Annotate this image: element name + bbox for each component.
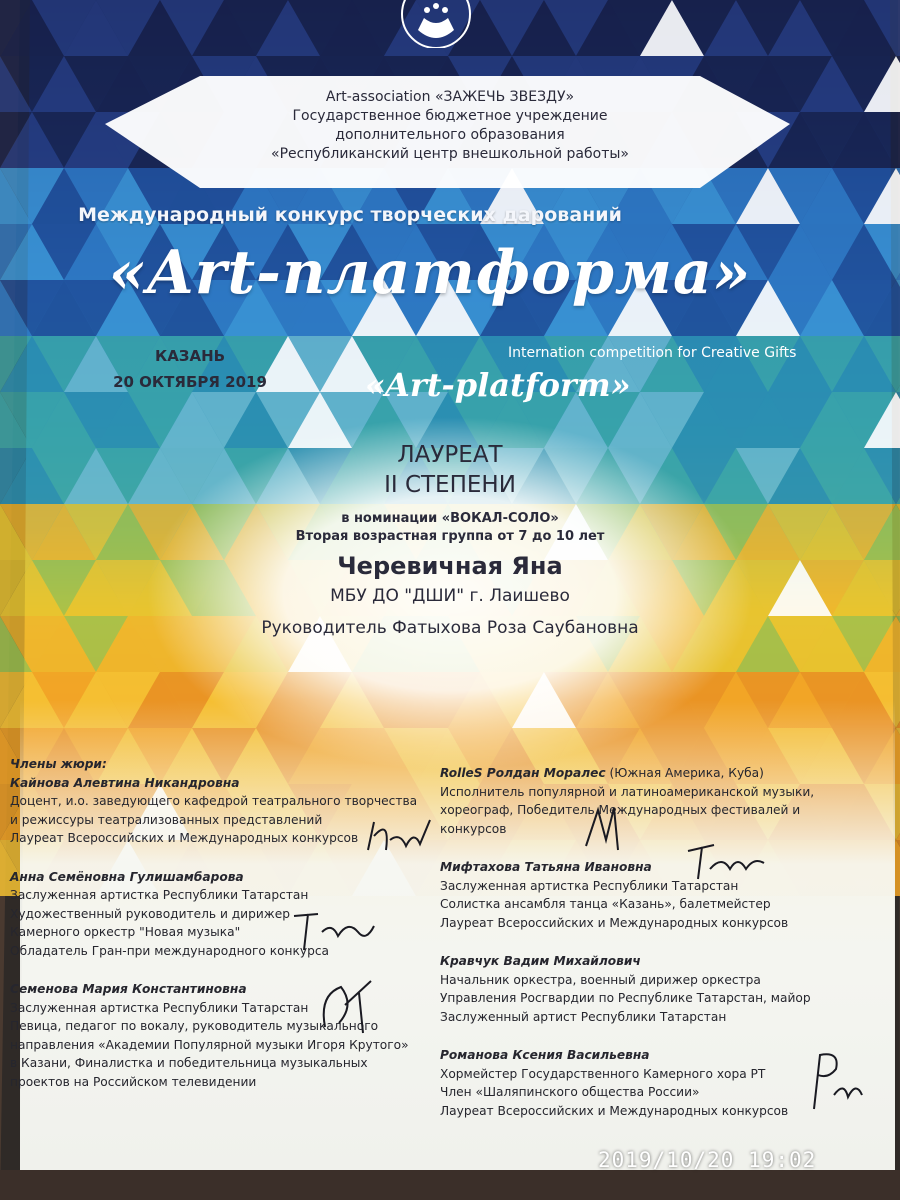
- contest-location-date: [90, 343, 290, 395]
- header-line: Государственное бюджетное учреждение: [292, 108, 608, 124]
- jury-member-line: Солистка ансамбля танца «Казань», балетмейстер: [440, 897, 771, 911]
- stars-hands-emblem-icon: [393, 0, 479, 48]
- jury-member-line: Лауреат Всероссийских и Международных конкурсов: [440, 1103, 789, 1118]
- contest-name-en: «Art-platform»: [365, 366, 631, 404]
- contest-title: Международный конкурс творческих дарований: [78, 204, 622, 226]
- award-age-group: Вторая возрастная группа от 7 до 10 лет: [295, 529, 605, 544]
- header-line: дополнительного образования: [335, 127, 565, 143]
- jury-member-line: Доцент, и.о. заведующего кафедрой театрального творчества: [10, 794, 418, 808]
- award-nomination: в номинации «ВОКАЛ-СОЛО»: [341, 511, 559, 526]
- jury-member-line: Певица, педагог по вокалу, руководитель музыкального: [10, 1019, 379, 1033]
- contest-subtitle-en: Internation competition for Creative Gifts: [508, 345, 797, 361]
- jury-member-name: Кравчук Вадим Михайлович: [440, 954, 641, 968]
- contest-name-ru: «Art-платформа»: [108, 238, 752, 308]
- jury-member-line: Лауреат Всероссийских и Международных конкурсов: [10, 831, 359, 845]
- jury-member-line: конкурсов: [440, 821, 507, 836]
- jury-member-heading: [440, 764, 880, 783]
- signature-kainova: [360, 810, 440, 860]
- jury-member-line: Исполнитель популярной и латиноамериканской музыки,: [440, 784, 815, 799]
- jury-member-line: хореограф, Победитель Международных фестивалей и: [440, 803, 801, 817]
- header-line: Art-association «ЗАЖЕЧЬ ЗВЕЗДУ»: [325, 89, 575, 105]
- award-title: [250, 440, 650, 500]
- contest-city: КАЗАНЬ: [154, 347, 226, 365]
- jury-member-origin: (Южная Америка, Куба): [605, 766, 764, 780]
- winner-school: МБУ ДО "ДШИ" г. Лаишево: [330, 586, 570, 606]
- jury-member-line: Заслуженная артистка Республики Татарстан: [10, 888, 309, 902]
- signature-miftakhova: [680, 835, 770, 885]
- jury-member-line: Заслуженный артист Республики Татарстан: [440, 1009, 727, 1024]
- signature-rolles: [578, 800, 638, 855]
- contest-date: 20 ОКТЯБРЯ 2019: [113, 373, 267, 391]
- jury-member-line: Заслуженная артистка Республики Татарстан: [10, 1000, 309, 1015]
- award-degree: II СТЕПЕНИ: [384, 472, 516, 498]
- jury-member-line: Управления Росгвардии по Республике Татарстан, майор: [440, 991, 811, 1005]
- jury-member-name: RolleS Ролдан Моралес: [440, 766, 606, 780]
- jury-member-name: Анна Семёновна Гулишамбарова: [10, 869, 244, 884]
- organizer-header: [200, 88, 700, 164]
- jury-member-name: Мифтахова Татьяна Ивановна: [440, 860, 652, 874]
- signature-gulishambarova: [288, 902, 378, 957]
- award-nomination-block: [250, 510, 650, 546]
- winner-leader: Руководитель Фатыхова Роза Саубановна: [261, 618, 639, 638]
- jury-member-line: и режиссуры театрализованных представлений: [10, 812, 323, 827]
- jury-heading: Члены жюри:: [10, 757, 107, 771]
- jury-member-line: направления «Академии Популярной музыки Игоря Крутого»: [10, 1037, 409, 1052]
- photo-timestamp: 2019/10/20 19:02: [598, 1148, 817, 1172]
- jury-member-line: Художественный руководитель и дирижер: [10, 906, 290, 921]
- jury-member-line: Заслуженная артистка Республики Татарстан: [440, 878, 739, 893]
- signature-semenova: [315, 975, 395, 1040]
- jury-member-name: Романова Ксения Васильевна: [440, 1048, 650, 1062]
- jury-member-line: Член «Шаляпинского общества России»: [440, 1085, 700, 1099]
- jury-member-line: Хормейстер Государственного Камерного хора РТ: [440, 1066, 766, 1081]
- jury-member-line: Обладатель Гран-при международного конкурса: [10, 943, 329, 958]
- jury-member-line: Начальник оркестра, военный дирижер оркестра: [440, 972, 761, 987]
- jury-member-line: Лауреат Всероссийских и Международных конкурсов: [440, 915, 789, 930]
- winner-name: Черевичная Яна: [337, 552, 563, 580]
- award-laureate: ЛАУРЕАТ: [397, 442, 503, 468]
- jury-member-line: проектов на Российском телевидении: [10, 1074, 257, 1089]
- signature-romanova: [800, 1045, 870, 1115]
- association-emblem: [393, 0, 479, 48]
- jury-member-line: Камерного оркестр "Новая музыка": [10, 925, 241, 939]
- header-line: «Республиканский центр внешкольной работы»: [271, 146, 629, 162]
- jury-member-name: Семенова Мария Константиновна: [10, 982, 247, 996]
- jury-member-line: в Казани, Финалистка и победительница музыкальных: [10, 1056, 368, 1070]
- jury-member-name: Кайнова Алевтина Никандровна: [10, 775, 240, 790]
